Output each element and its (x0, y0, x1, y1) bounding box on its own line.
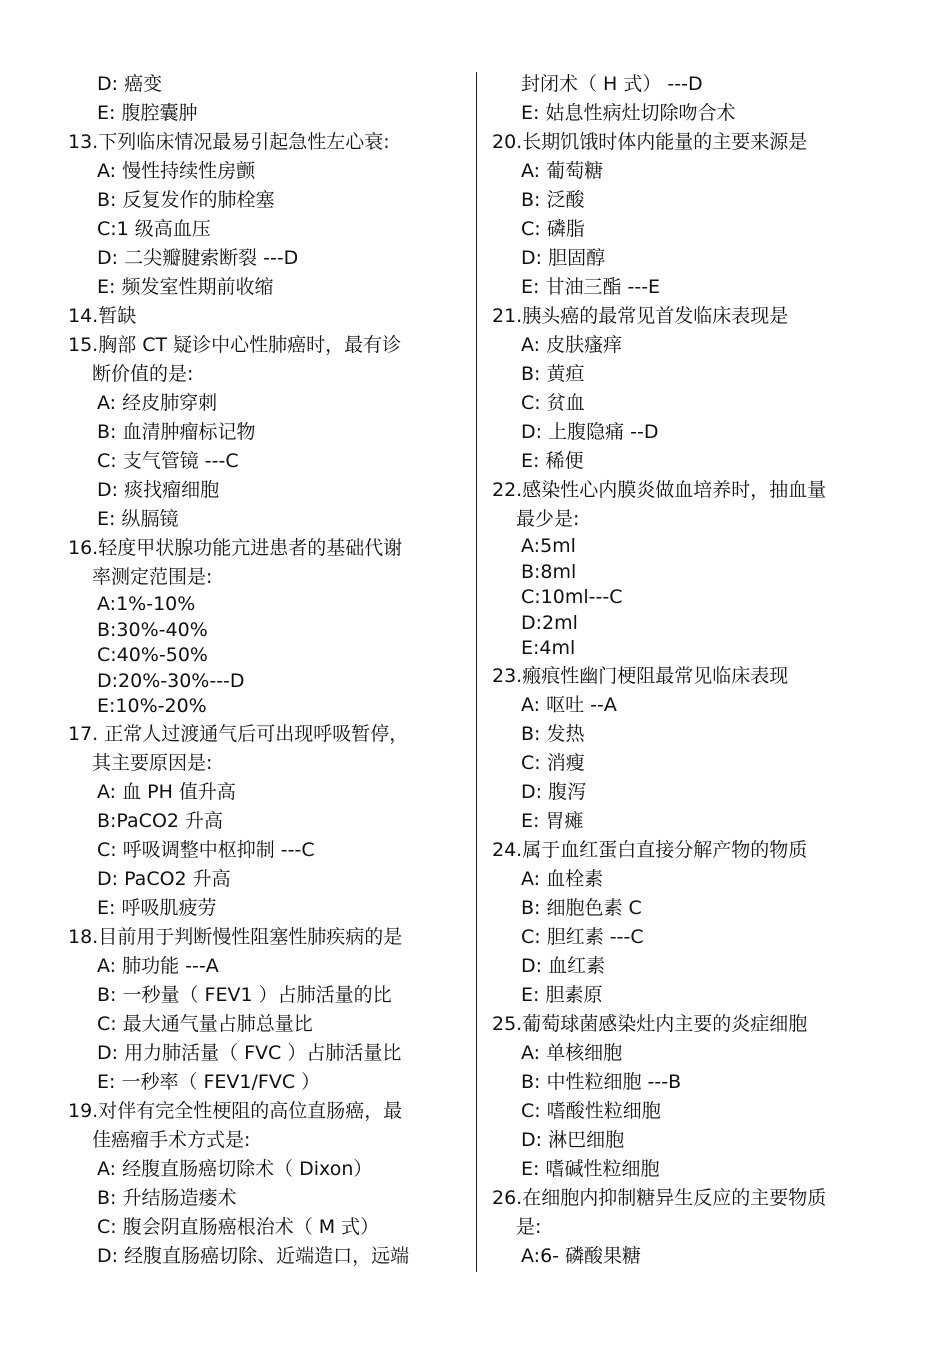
option-line: A: 葡萄糖 (521, 160, 604, 182)
option-line: B: 细胞色素 C (521, 896, 642, 919)
option-line: A: 慢性持续性房颤 (97, 160, 256, 182)
option-line: B: 血清肿瘤标记物 (97, 421, 256, 443)
option-line: A: 血 PH 值升高 (97, 780, 236, 803)
question-line: 14.暂缺 (68, 305, 137, 327)
option-line: E:10%-20% (97, 695, 207, 717)
option-line: C: 嗜酸性粒细胞 (521, 1099, 661, 1122)
question-line: 17. 正常人过渡通气后可出现呼吸暂停， (68, 722, 409, 745)
option-line: C:40%-50% (97, 644, 208, 666)
option-line: E: 稀便 (521, 450, 584, 472)
option-line: E:4ml (521, 637, 576, 659)
option-line: D: 用力肺活量（ FVC ）占肺活量比 (97, 1041, 402, 1064)
option-line: B:8ml (521, 560, 577, 583)
question-line: 18.目前用于判断慢性阻塞性肺疾病的是 (68, 925, 403, 948)
option-line: D: 二尖瓣腱索断裂 ---D (97, 247, 299, 269)
question-continuation: 是: (516, 1215, 542, 1238)
option-line: C:10ml---C (521, 586, 623, 608)
option-line: A: 皮肤瘙痒 (521, 334, 623, 356)
option-line: D: 经腹直肠癌切除、近端造口，远端 (97, 1244, 410, 1267)
option-line: D: PaCO2 升高 (97, 867, 231, 890)
option-line: C: 消瘦 (521, 751, 585, 774)
option-line: C: 胆红素 ---C (521, 925, 644, 948)
option-line: C: 支气管镜 ---C (97, 450, 239, 472)
option-line: E: 甘油三酯 ---E (521, 276, 661, 298)
option-line: B: 反复发作的肺栓塞 (97, 189, 275, 211)
option-line: A: 肺功能 ---A (97, 954, 219, 977)
option-line: C: 贫血 (521, 392, 585, 414)
question-line: 13.下列临床情况最易引起急性左心衰: (68, 131, 390, 153)
question-continuation: 最少是: (516, 508, 580, 530)
option-line: D: 淋巴细胞 (521, 1128, 625, 1151)
option-line: E: 频发室性期前收缩 (97, 276, 274, 298)
option-line: C: 呼吸调整中枢抑制 ---C (97, 838, 315, 861)
right-column (492, 70, 892, 1271)
option-line: C: 腹会阴直肠癌根治术（ M 式） (97, 1215, 380, 1238)
option-line: B:30%-40% (97, 618, 208, 641)
option-line: C:1 级高血压 (97, 218, 211, 240)
option-line: E: 呼吸肌疲劳 (97, 896, 217, 919)
option-line: D: 血红素 (521, 954, 606, 977)
option-line: E: 嗜碱性粒细胞 (521, 1157, 660, 1180)
question-line: 25.葡萄球菌感染灶内主要的炎症细胞 (492, 1012, 808, 1035)
option-line: B: 升结肠造瘘术 (97, 1186, 237, 1209)
option-line: B: 黄疸 (521, 363, 585, 385)
option-line: D: 腹泻 (521, 780, 587, 803)
option-line: C: 最大通气量占肺总量比 (97, 1012, 313, 1035)
question-line: 21.胰头癌的最常见首发临床表现是 (492, 305, 789, 327)
option-line: B: 泛酸 (521, 189, 585, 211)
option-line: E: 姑息性病灶切除吻合术 (521, 102, 736, 124)
option-line: B: 发热 (521, 722, 585, 745)
option-line: A: 单核细胞 (521, 1041, 623, 1064)
option-line: E: 胃瘫 (521, 809, 584, 832)
question-continuation: 率测定范围是: (92, 566, 213, 588)
option-line: E: 一秒率（ FEV1/FVC ） (97, 1070, 321, 1093)
option-line: B: 一秒量（ FEV1 ）占肺活量的比 (97, 983, 392, 1006)
option-line: D: 上腹隐痛 --D (521, 421, 659, 443)
option-line: A:6- 磷酸果糖 (521, 1244, 642, 1267)
question-line: 16.轻度甲状腺功能亢进患者的基础代谢 (68, 537, 403, 559)
option-line: A: 经皮肺穿刺 (97, 392, 218, 414)
option-line: E: 胆素原 (521, 983, 603, 1006)
option-line: E: 腹腔囊肿 (97, 102, 198, 124)
option-line: B: 中性粒细胞 ---B (521, 1070, 682, 1093)
question-line: 23.瘢痕性幽门梗阻最常见临床表现 (492, 664, 789, 687)
option-line: D: 痰找瘤细胞 (97, 479, 220, 501)
option-line: D:20%-30%---D (97, 669, 245, 692)
option-line: C: 磷脂 (521, 218, 585, 240)
question-continuation: 断价值的是: (92, 363, 194, 385)
option-line: A: 经腹直肠癌切除术（ Dixon） (97, 1157, 373, 1180)
question-line: 20.长期饥饿时体内能量的主要来源是 (492, 131, 808, 153)
question-line: 15.胸部 CT 疑诊中心性肺癌时，最有诊 (68, 334, 402, 356)
option-line: A:5ml (521, 535, 576, 557)
question-line: 19.对伴有完全性梗阻的高位直肠癌，最 (68, 1099, 403, 1122)
option-line: D:2ml (521, 611, 578, 634)
question-continuation: 佳癌瘤手术方式是: (92, 1128, 251, 1151)
option-line: A: 血栓素 (521, 867, 604, 890)
option-continuation: 封闭术（ H 式） ---D (521, 73, 703, 95)
question-line: 22.感染性心内膜炎做血培养时，抽血量 (492, 479, 827, 501)
option-line: B:PaCO2 升高 (97, 809, 224, 832)
option-line: D: 癌变 (97, 73, 163, 95)
left-column (68, 70, 468, 1271)
option-line: A: 呕吐 --A (521, 693, 617, 716)
option-line: D: 胆固醇 (521, 247, 606, 269)
option-line: E: 纵膈镜 (97, 508, 179, 530)
option-line: A:1%-10% (97, 593, 196, 615)
question-line: 26.在细胞内抑制糖异生反应的主要物质 (492, 1186, 827, 1209)
question-line: 24.属于血红蛋白直接分解产物的物质 (492, 838, 808, 861)
column-divider (476, 72, 477, 1272)
question-continuation: 其主要原因是: (92, 751, 213, 774)
